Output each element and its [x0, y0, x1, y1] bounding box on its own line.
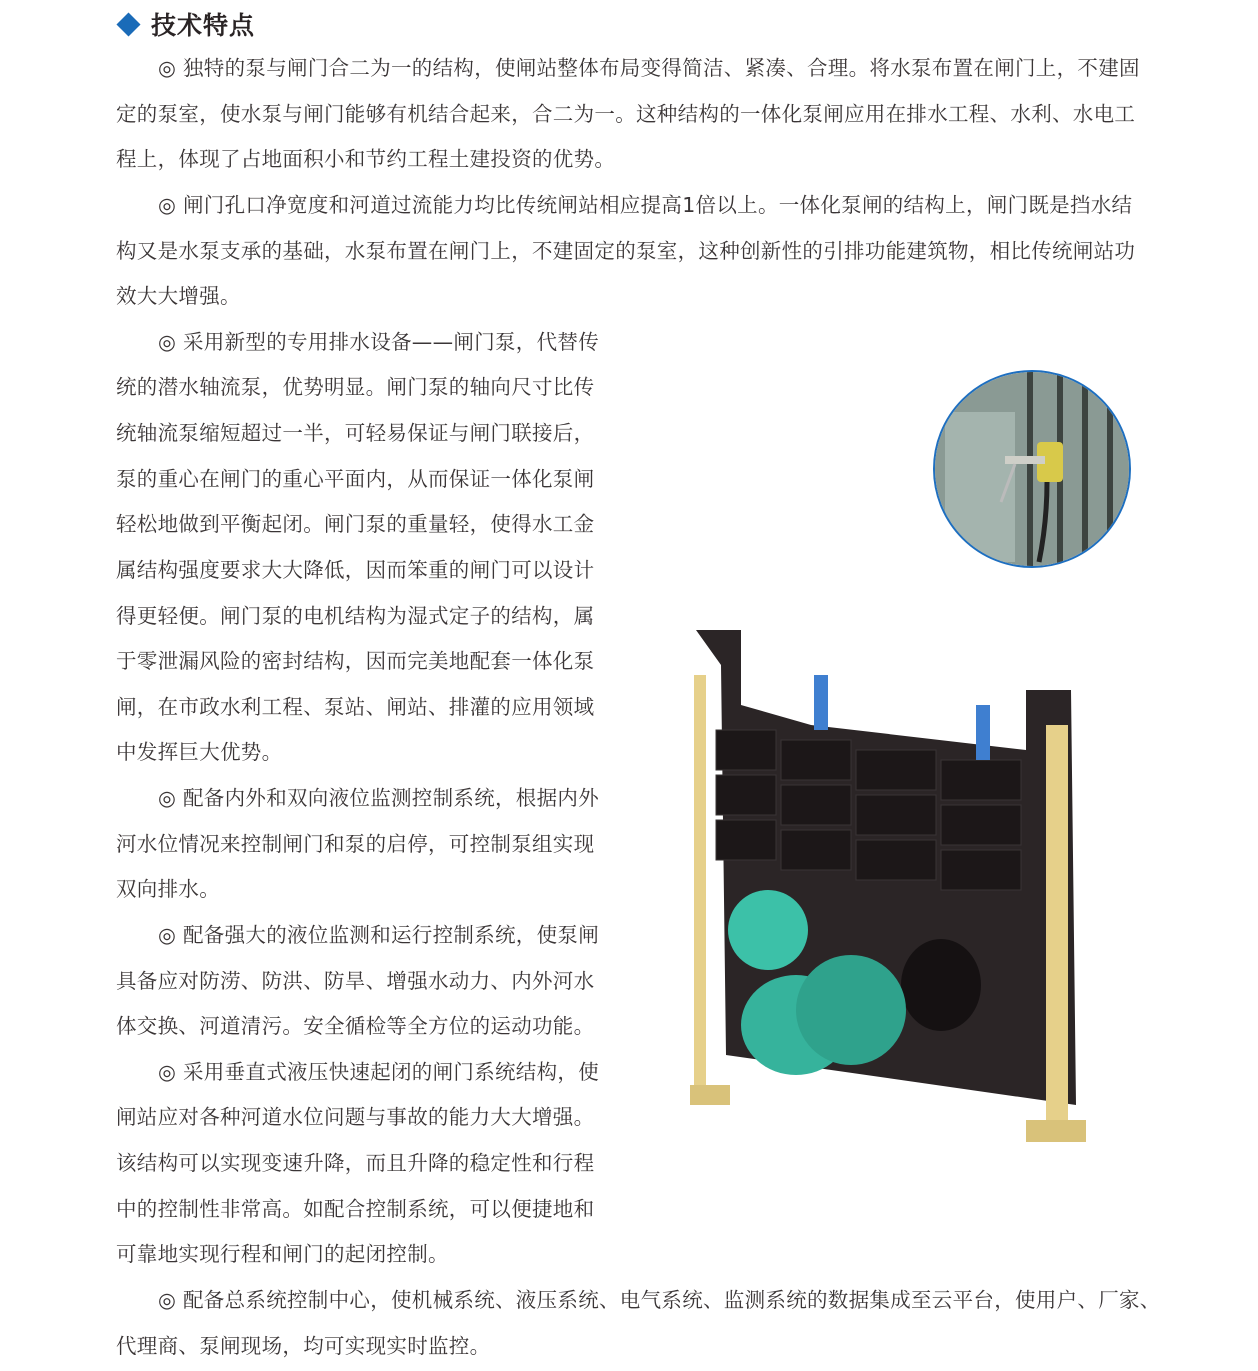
paragraph-line: 属结构强度要求大大降低，因而笨重的闸门可以设计: [116, 557, 595, 582]
paragraph-line: 定的泵室，使水泵与闸门能够有机结合起来，合二为一。这种结构的一体化泵闸应用在排水工程、水利、水电工: [116, 101, 1136, 126]
paragraph-line: 具备应对防涝、防洪、防旱、增强水动力、内外河水: [116, 968, 595, 993]
section-title: 技术特点: [151, 11, 256, 40]
paragraph-line: 体交换、河道清污。安全循检等全方位的运动功能。: [116, 1014, 595, 1039]
paragraph-line: 构又是水泵支承的基础，水泵布置在闸门上，不建固定的泵室，这种创新性的引排功能建筑物，相比传统闸站功: [116, 238, 1136, 263]
paragraph-line: 河水位情况来控制闸门和泵的启停，可控制泵组实现: [116, 831, 595, 856]
paragraph-line: 代理商、泵闸现场，均可实现实时监控。: [116, 1333, 491, 1358]
paragraph-line: ◎ 独特的泵与闸门合二为一的结构，使闸站整体布局变得简洁、紧凑、合理。将水泵布置在闸门上，不建固: [158, 56, 1140, 80]
paragraph-line: 泵的重心在闸门的重心平面内，从而保证一体化泵闸: [116, 466, 595, 491]
paragraph-line: 闸站应对各种河道水位问题与事故的能力大大增强。: [116, 1105, 595, 1130]
pump-gate-product-image: [686, 625, 1096, 1165]
paragraph-line: 中发挥巨大优势。: [116, 740, 283, 765]
paragraph-line: 统的潜水轴流泵，优势明显。闸门泵的轴向尺寸比传: [116, 375, 595, 400]
paragraph-line: ◎ 配备总系统控制中心，使机械系统、液压系统、电气系统、监测系统的数据集成至云平台，使用户、厂家、: [158, 1287, 1161, 1312]
detail-photo-circle: [933, 370, 1131, 568]
paragraph-line: 双向排水。: [116, 877, 220, 902]
feature-paragraph: [116, 1278, 1161, 1369]
diamond-bullet-icon: [116, 12, 140, 36]
paragraph-line: ◎ 闸门孔口净宽度和河道过流能力均比传统闸站相应提高1倍以上。一体化泵闸的结构上，闸门既是挡水结: [158, 192, 1133, 217]
paragraph-line: ◎ 采用垂直式液压快速起闭的闸门系统结构，使: [158, 1059, 600, 1084]
paragraph-line: ◎ 配备强大的液位监测和运行控制系统，使泵闸: [158, 922, 600, 947]
paragraph-line: 轻松地做到平衡起闭。闸门泵的重量轻，使得水工金: [116, 512, 595, 537]
paragraph-line: 统轴流泵缩短超过一半，可轻易保证与闸门联接后，: [116, 421, 595, 445]
feature-paragraph: [116, 46, 1161, 183]
valve-detail-image: [935, 372, 1129, 566]
paragraph-line: 中的控制性非常高。如配合控制系统，可以便捷地和: [116, 1196, 595, 1221]
paragraph-line: 闸，在市政水利工程、泵站、闸站、排灌的应用领域: [116, 694, 595, 719]
feature-paragraph: [116, 183, 1161, 320]
paragraph-line: ◎ 配备内外和双向液位监测控制系统，根据内外: [158, 786, 600, 810]
paragraph-line: ◎ 采用新型的专用排水设备——闸门泵，代替传: [158, 329, 600, 354]
section-heading: [116, 6, 255, 42]
paragraph-line: 可靠地实现行程和闸门的起闭控制。: [116, 1242, 449, 1267]
paragraph-line: 得更轻便。闸门泵的电机结构为湿式定子的结构，属: [116, 603, 595, 628]
paragraph-line: 于零泄漏风险的密封结构，因而完美地配套一体化泵: [116, 649, 595, 674]
paragraph-line: 该结构可以实现变速升降，而且升降的稳定性和行程: [116, 1151, 595, 1175]
paragraph-line: 程上，体现了占地面积小和节约工程土建投资的优势。: [116, 147, 616, 172]
paragraph-line: 效大大增强。: [116, 284, 241, 309]
